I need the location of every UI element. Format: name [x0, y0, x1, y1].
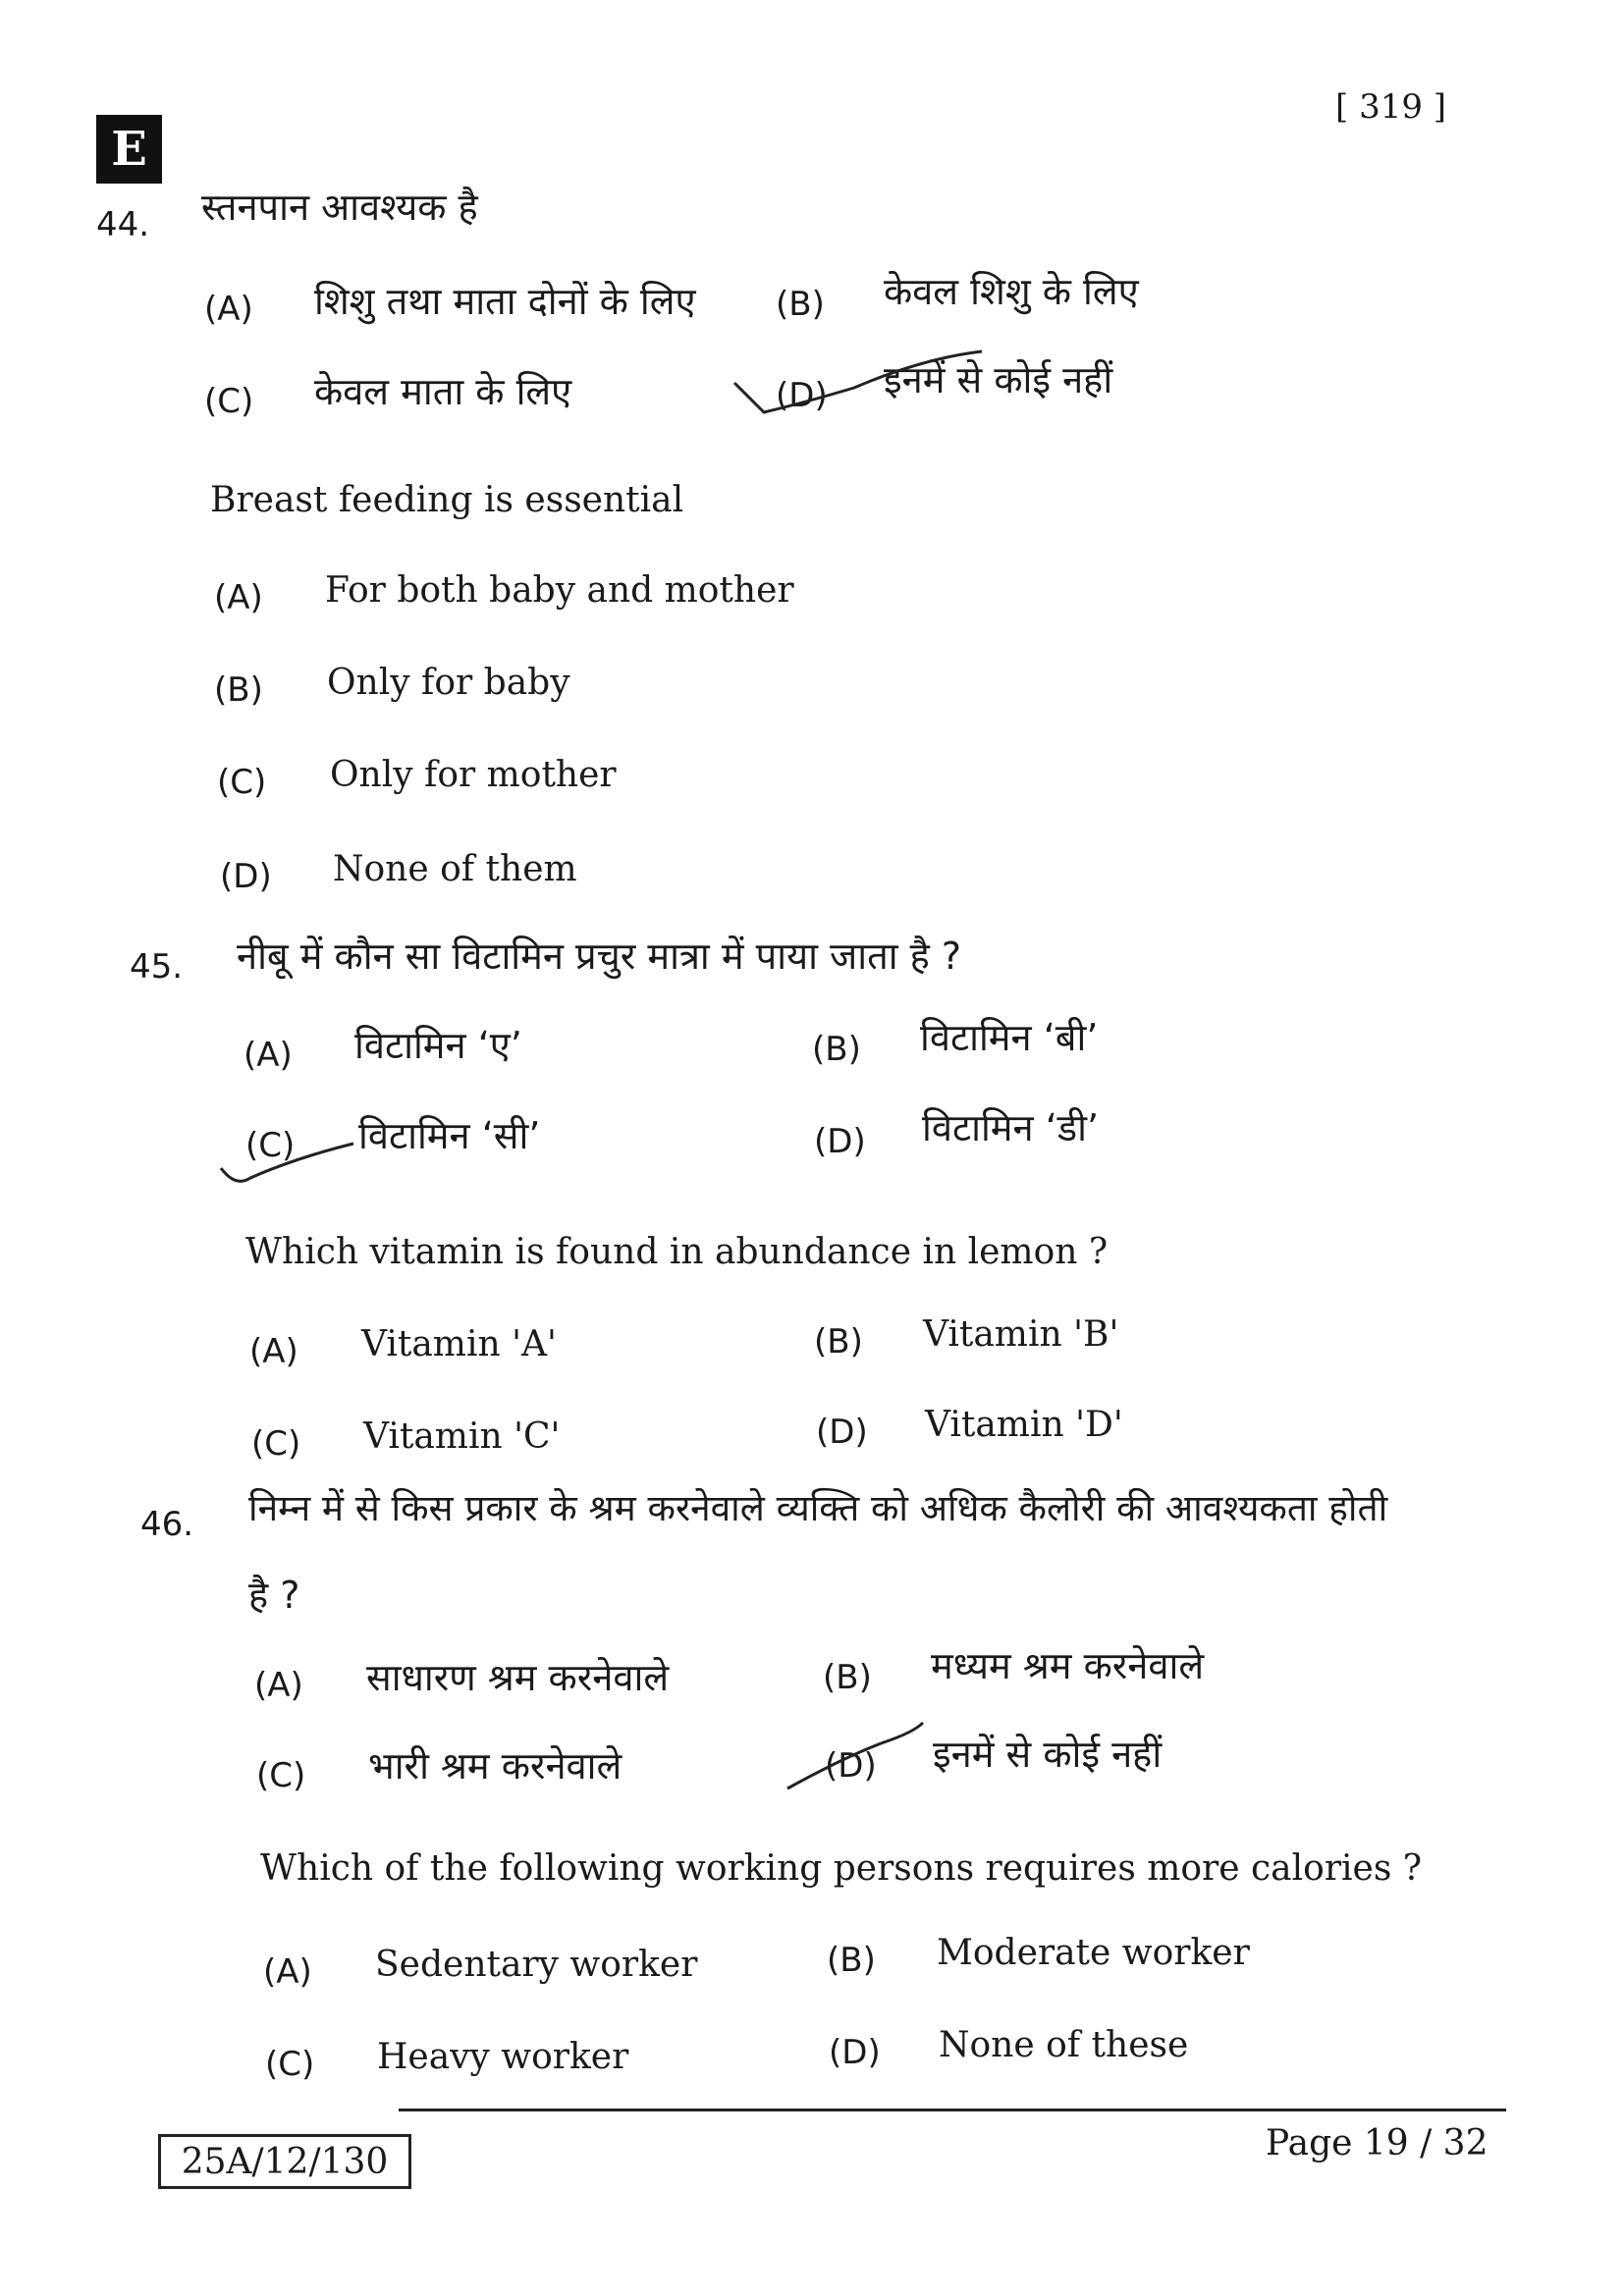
- option-text: शिशु तथा माता दोनों के लिए: [314, 280, 696, 323]
- option-label: (A): [204, 290, 253, 329]
- question-hindi: स्तनपान आवश्यक है: [201, 186, 478, 229]
- question-number: 45.: [130, 947, 184, 987]
- option-label: (A): [244, 1036, 293, 1075]
- option-text: Vitamin 'D': [925, 1405, 1123, 1445]
- option-text: विटामिन ‘डी’: [922, 1106, 1100, 1149]
- option-label: (A): [263, 1952, 312, 1992]
- question-number: 44.: [96, 205, 150, 244]
- option-text: साधारण श्रम करनेवाले: [366, 1656, 670, 1699]
- option-label: (D): [776, 376, 828, 415]
- question-english: Breast feeding is essential: [210, 480, 684, 520]
- question-english: Which vitamin is found in abundance in lemon ?: [245, 1232, 1109, 1272]
- option-text: केवल शिशु के लिए: [884, 270, 1139, 313]
- option-label: (B): [823, 1658, 872, 1697]
- option-label: (B): [214, 670, 263, 710]
- option-label: (A): [214, 578, 263, 617]
- option-text: Vitamin 'C': [363, 1416, 561, 1457]
- option-text: None of them: [333, 849, 577, 889]
- option-label: (A): [249, 1332, 298, 1371]
- page-number: Page 19 / 32: [1266, 2123, 1489, 2163]
- option-label: (D): [814, 1122, 866, 1161]
- option-text: None of these: [939, 2025, 1189, 2065]
- option-text: Vitamin 'A': [361, 1324, 557, 1364]
- option-text: Only for baby: [327, 663, 570, 703]
- option-text: विटामिन ‘बी’: [920, 1016, 1099, 1059]
- option-text: विटामिन ‘सी’: [358, 1114, 541, 1157]
- option-text: इनमें से कोई नहीं: [884, 358, 1113, 401]
- option-text: Sedentary worker: [375, 1945, 698, 1985]
- question-hindi-line2: है ?: [248, 1574, 300, 1617]
- option-label: (D): [816, 1413, 868, 1452]
- option-label: (B): [812, 1030, 861, 1069]
- page-reference: [ 319 ]: [1335, 87, 1447, 127]
- option-text: इनमें से कोई नहीं: [933, 1733, 1163, 1776]
- option-label: (C): [245, 1126, 296, 1165]
- question-hindi: निम्न में से किस प्रकार के श्रम करनेवाले व्यक्ति को अधिक कैलोरी की आवश्यकता होती: [248, 1487, 1388, 1529]
- option-label: (D): [220, 857, 272, 896]
- option-label: (D): [825, 1746, 877, 1786]
- option-label: (C): [217, 763, 267, 802]
- question-hindi: नीबू में कौन सा विटामिन प्रचुर मात्रा में पाया जाता है ?: [237, 934, 962, 978]
- option-text: Moderate worker: [937, 1933, 1250, 1973]
- option-label: (A): [254, 1666, 303, 1705]
- option-label: (C): [265, 2045, 315, 2084]
- question-number: 46.: [140, 1505, 194, 1544]
- option-text: भारी श्रम करनेवाले: [368, 1744, 623, 1788]
- option-text: Heavy worker: [377, 2037, 629, 2077]
- option-text: विटामिन ‘ए’: [354, 1024, 522, 1067]
- option-label: (B): [827, 1941, 876, 1980]
- option-text: मध्यम श्रम करनेवाले: [931, 1644, 1205, 1687]
- option-label: (C): [251, 1424, 301, 1464]
- option-text: केवल माता के लिए: [314, 370, 572, 413]
- footer-divider: [399, 2109, 1506, 2111]
- option-text: Vitamin 'B': [923, 1314, 1119, 1355]
- option-label: (B): [776, 285, 825, 324]
- option-label: (D): [829, 2033, 881, 2072]
- option-label: (B): [814, 1322, 863, 1362]
- option-text: Only for mother: [330, 755, 617, 795]
- option-label: (C): [256, 1756, 306, 1795]
- paper-code: 25A/12/130: [158, 2134, 411, 2189]
- option-label: (C): [204, 382, 254, 421]
- option-text: For both baby and mother: [325, 570, 794, 611]
- question-english: Which of the following working persons requires more calories ?: [260, 1848, 1423, 1889]
- set-badge: E: [96, 115, 162, 184]
